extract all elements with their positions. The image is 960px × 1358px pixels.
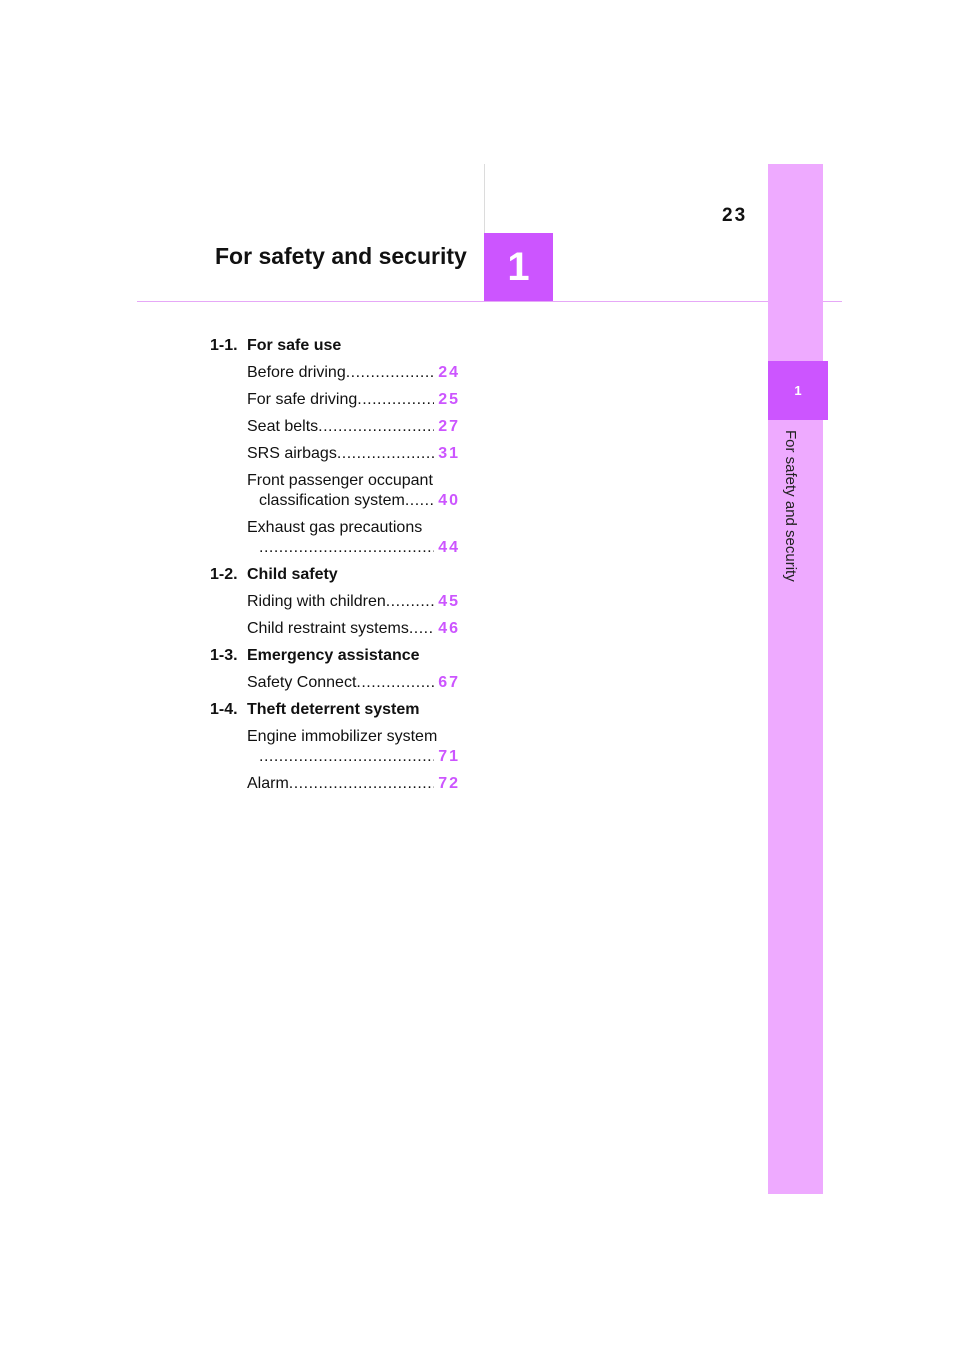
section-title: For safe use bbox=[247, 337, 342, 354]
side-tab-label: For safety and security bbox=[782, 430, 799, 582]
toc-entry-label: Front passenger occupant bbox=[247, 472, 433, 489]
toc-page-link[interactable]: 67 bbox=[438, 674, 460, 691]
section-number: 1-4. bbox=[210, 701, 238, 718]
dot-leader bbox=[346, 363, 434, 383]
dot-leader bbox=[409, 619, 434, 639]
section-title: Theft deterrent system bbox=[247, 701, 420, 718]
dot-leader bbox=[337, 444, 434, 464]
toc-entry[interactable] bbox=[247, 417, 460, 437]
toc-entry-label: Riding with children bbox=[247, 593, 386, 610]
section-number: 1-3. bbox=[210, 647, 238, 664]
toc-page-link[interactable]: 44 bbox=[438, 539, 460, 556]
toc-entry-label: Exhaust gas precautions bbox=[247, 519, 423, 536]
toc-entry-label: Engine immobilizer system bbox=[247, 728, 438, 745]
dot-leader bbox=[357, 390, 434, 410]
dot-leader bbox=[386, 592, 434, 612]
toc-entry[interactable] bbox=[247, 673, 460, 693]
toc-entry[interactable] bbox=[247, 727, 460, 767]
toc-entry-label: Alarm bbox=[247, 775, 289, 792]
section-number: 1-1. bbox=[210, 337, 238, 354]
toc-page-link[interactable]: 25 bbox=[438, 391, 460, 408]
toc-page-link[interactable]: 71 bbox=[438, 748, 460, 765]
toc-entry[interactable] bbox=[247, 518, 460, 558]
toc-entry-label: Child restraint systems bbox=[247, 620, 409, 637]
dot-leader bbox=[405, 491, 434, 511]
toc-entry[interactable] bbox=[247, 444, 460, 464]
toc-entry[interactable] bbox=[247, 390, 460, 410]
section-title: Emergency assistance bbox=[247, 647, 420, 664]
toc-page-link[interactable]: 24 bbox=[438, 364, 460, 381]
toc-section-heading bbox=[210, 336, 460, 356]
toc-page-link[interactable]: 45 bbox=[438, 593, 460, 610]
toc-entry[interactable] bbox=[247, 363, 460, 383]
section-number: 1-2. bbox=[210, 566, 238, 583]
toc-entry-label: For safe driving bbox=[247, 391, 358, 408]
toc-entry-label: Seat belts bbox=[247, 418, 319, 435]
toc-entry[interactable] bbox=[247, 471, 460, 511]
toc-page-link[interactable]: 72 bbox=[438, 775, 460, 792]
toc-page-link[interactable]: 27 bbox=[438, 418, 460, 435]
chapter-title: For safety and security bbox=[215, 243, 467, 269]
toc-page-link[interactable]: 40 bbox=[438, 492, 460, 509]
dot-leader bbox=[356, 673, 434, 693]
chapter-number-badge: 1 bbox=[484, 233, 553, 301]
toc-section-heading bbox=[210, 700, 460, 720]
dot-leader bbox=[289, 774, 434, 794]
side-tab-marker: 1 bbox=[768, 361, 828, 420]
toc-entry-label: Before driving bbox=[247, 364, 346, 381]
page-number: 23 bbox=[722, 205, 748, 226]
toc-section-heading bbox=[210, 565, 460, 585]
header-rule bbox=[137, 301, 842, 302]
toc-entry-label: classification system bbox=[259, 492, 405, 509]
toc-page-link[interactable]: 31 bbox=[438, 445, 460, 462]
dot-leader bbox=[318, 417, 434, 437]
table-of-contents bbox=[210, 336, 460, 801]
toc-entry[interactable] bbox=[247, 592, 460, 612]
toc-entry-label: SRS airbags bbox=[247, 445, 337, 462]
toc-entry-label: Safety Connect bbox=[247, 674, 357, 691]
dot-leader bbox=[259, 538, 434, 558]
side-thumb-tab bbox=[768, 164, 823, 1194]
toc-entry[interactable] bbox=[247, 619, 460, 639]
section-title: Child safety bbox=[247, 566, 338, 583]
dot-leader bbox=[259, 747, 434, 767]
toc-section-heading bbox=[210, 646, 460, 666]
toc-entry[interactable] bbox=[247, 774, 460, 794]
header-divider bbox=[484, 164, 485, 234]
toc-page-link[interactable]: 46 bbox=[438, 620, 460, 637]
